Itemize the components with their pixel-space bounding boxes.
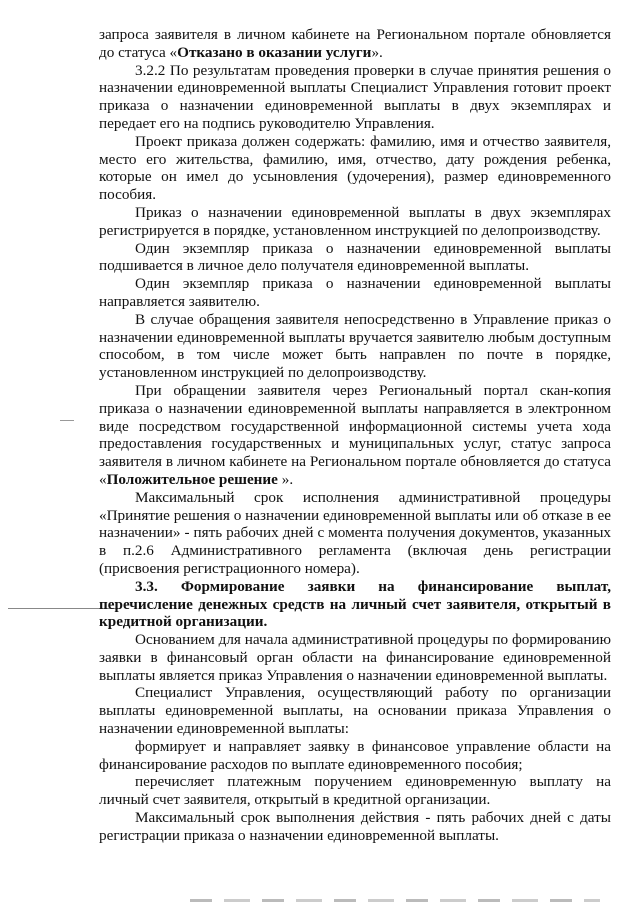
document-body [99,26,611,845]
scan-artifact [190,899,600,902]
paragraph-action-term: Максимальный срок выполнения действия - пять рабочих дней с даты регистрации приказа о назначении единовременной выплаты. [99,809,611,844]
paragraph-registration: Приказ о назначении единовременной выплаты в двух экземплярах регистрируется в порядке, установленном инструкцией по делопроизводству. [99,203,611,239]
paragraph-portal-delivery: При обращении заявителя через Региональный портал скан-копия приказа о назначении единовременной выплаты направляется в электронном виде посредством государственной информационной системы учета хода предоставления государственных и муниципальных услуг, статус запроса заявителя в личном кабинете на Региональном портале обновляется до статуса «Положительное решение ». [99,381,611,488]
paragraph-3-2-2: 3.2.2 По результатам проведения проверки в случае принятия решения о назначении единовременной выплаты Специалист Управления готовит проект приказа о назначении единовременной выплаты в двух экземплярах и передает его на подпись руководителю Управления. [99,61,611,132]
section-heading-3-3: 3.3. Формирование заявки на финансирование выплат, перечисление денежных средств на личный счет заявителя, открытый в кредитной организации. [99,577,611,631]
status-positive: Положительное решение [106,470,278,488]
paragraph-max-term: Максимальный срок исполнения административной процедуры «Принятие решения о назначении единовременной выплаты или об отказе в ее назначении» - пять рабочих дней с момента получения документов, указанных в п.2.6 Административного регламента (включая день регистрации (присвоения регистрационного номера). [99,488,611,577]
paragraph-direct-delivery: В случае обращения заявителя непосредственно в Управление приказ о назначении единовременной выплаты вручается заявителю любым доступным способом, в том числе может быть направлен по почте в порядке, установленном инструкцией по делопроизводству. [99,310,611,382]
margin-mark [60,420,74,421]
status-refused: Отказано в оказании услуги [177,43,372,61]
paragraph-basis: Основанием для начала административной процедуры по формированию заявки в финансовый орган области на финансирование единовременной выплаты является приказ Управления о назначении единовременной выплаты. [99,631,611,684]
paragraph-copy-applicant: Один экземпляр приказа о назначении единовременной выплаты направляется заявителю. [99,275,611,310]
paragraph-status-refused: запроса заявителя в личном кабинете на Региональном портале обновляется до статуса «Отказано в оказании услуги». [99,26,611,61]
paragraph-forms-request: формирует и направляет заявку в финансовое управление области на финансирование расходов по выплате единовременного пособия; [99,737,611,773]
paragraph-transfers-payment: перечисляет платежным поручением единовременную выплату на личный счет заявителя, открытый в кредитной организации. [99,773,611,809]
paragraph-draft-content: Проект приказа должен содержать: фамилию, имя и отчество заявителя, место его жительства, фамилию, имя, отчество, дату рождения ребенка, которые он имел до усыновления (удочерения), размер единовременного пособия. [99,132,611,204]
paragraph-copy-file: Один экземпляр приказа о назначении единовременной выплаты подшивается в личное дело получателя единовременной выплаты. [99,239,611,275]
paragraph-specialist: Специалист Управления, осуществляющий работу по организации выплаты единовременной выплаты, на основании приказа Управления о назначении единовременной выплаты: [99,684,611,738]
